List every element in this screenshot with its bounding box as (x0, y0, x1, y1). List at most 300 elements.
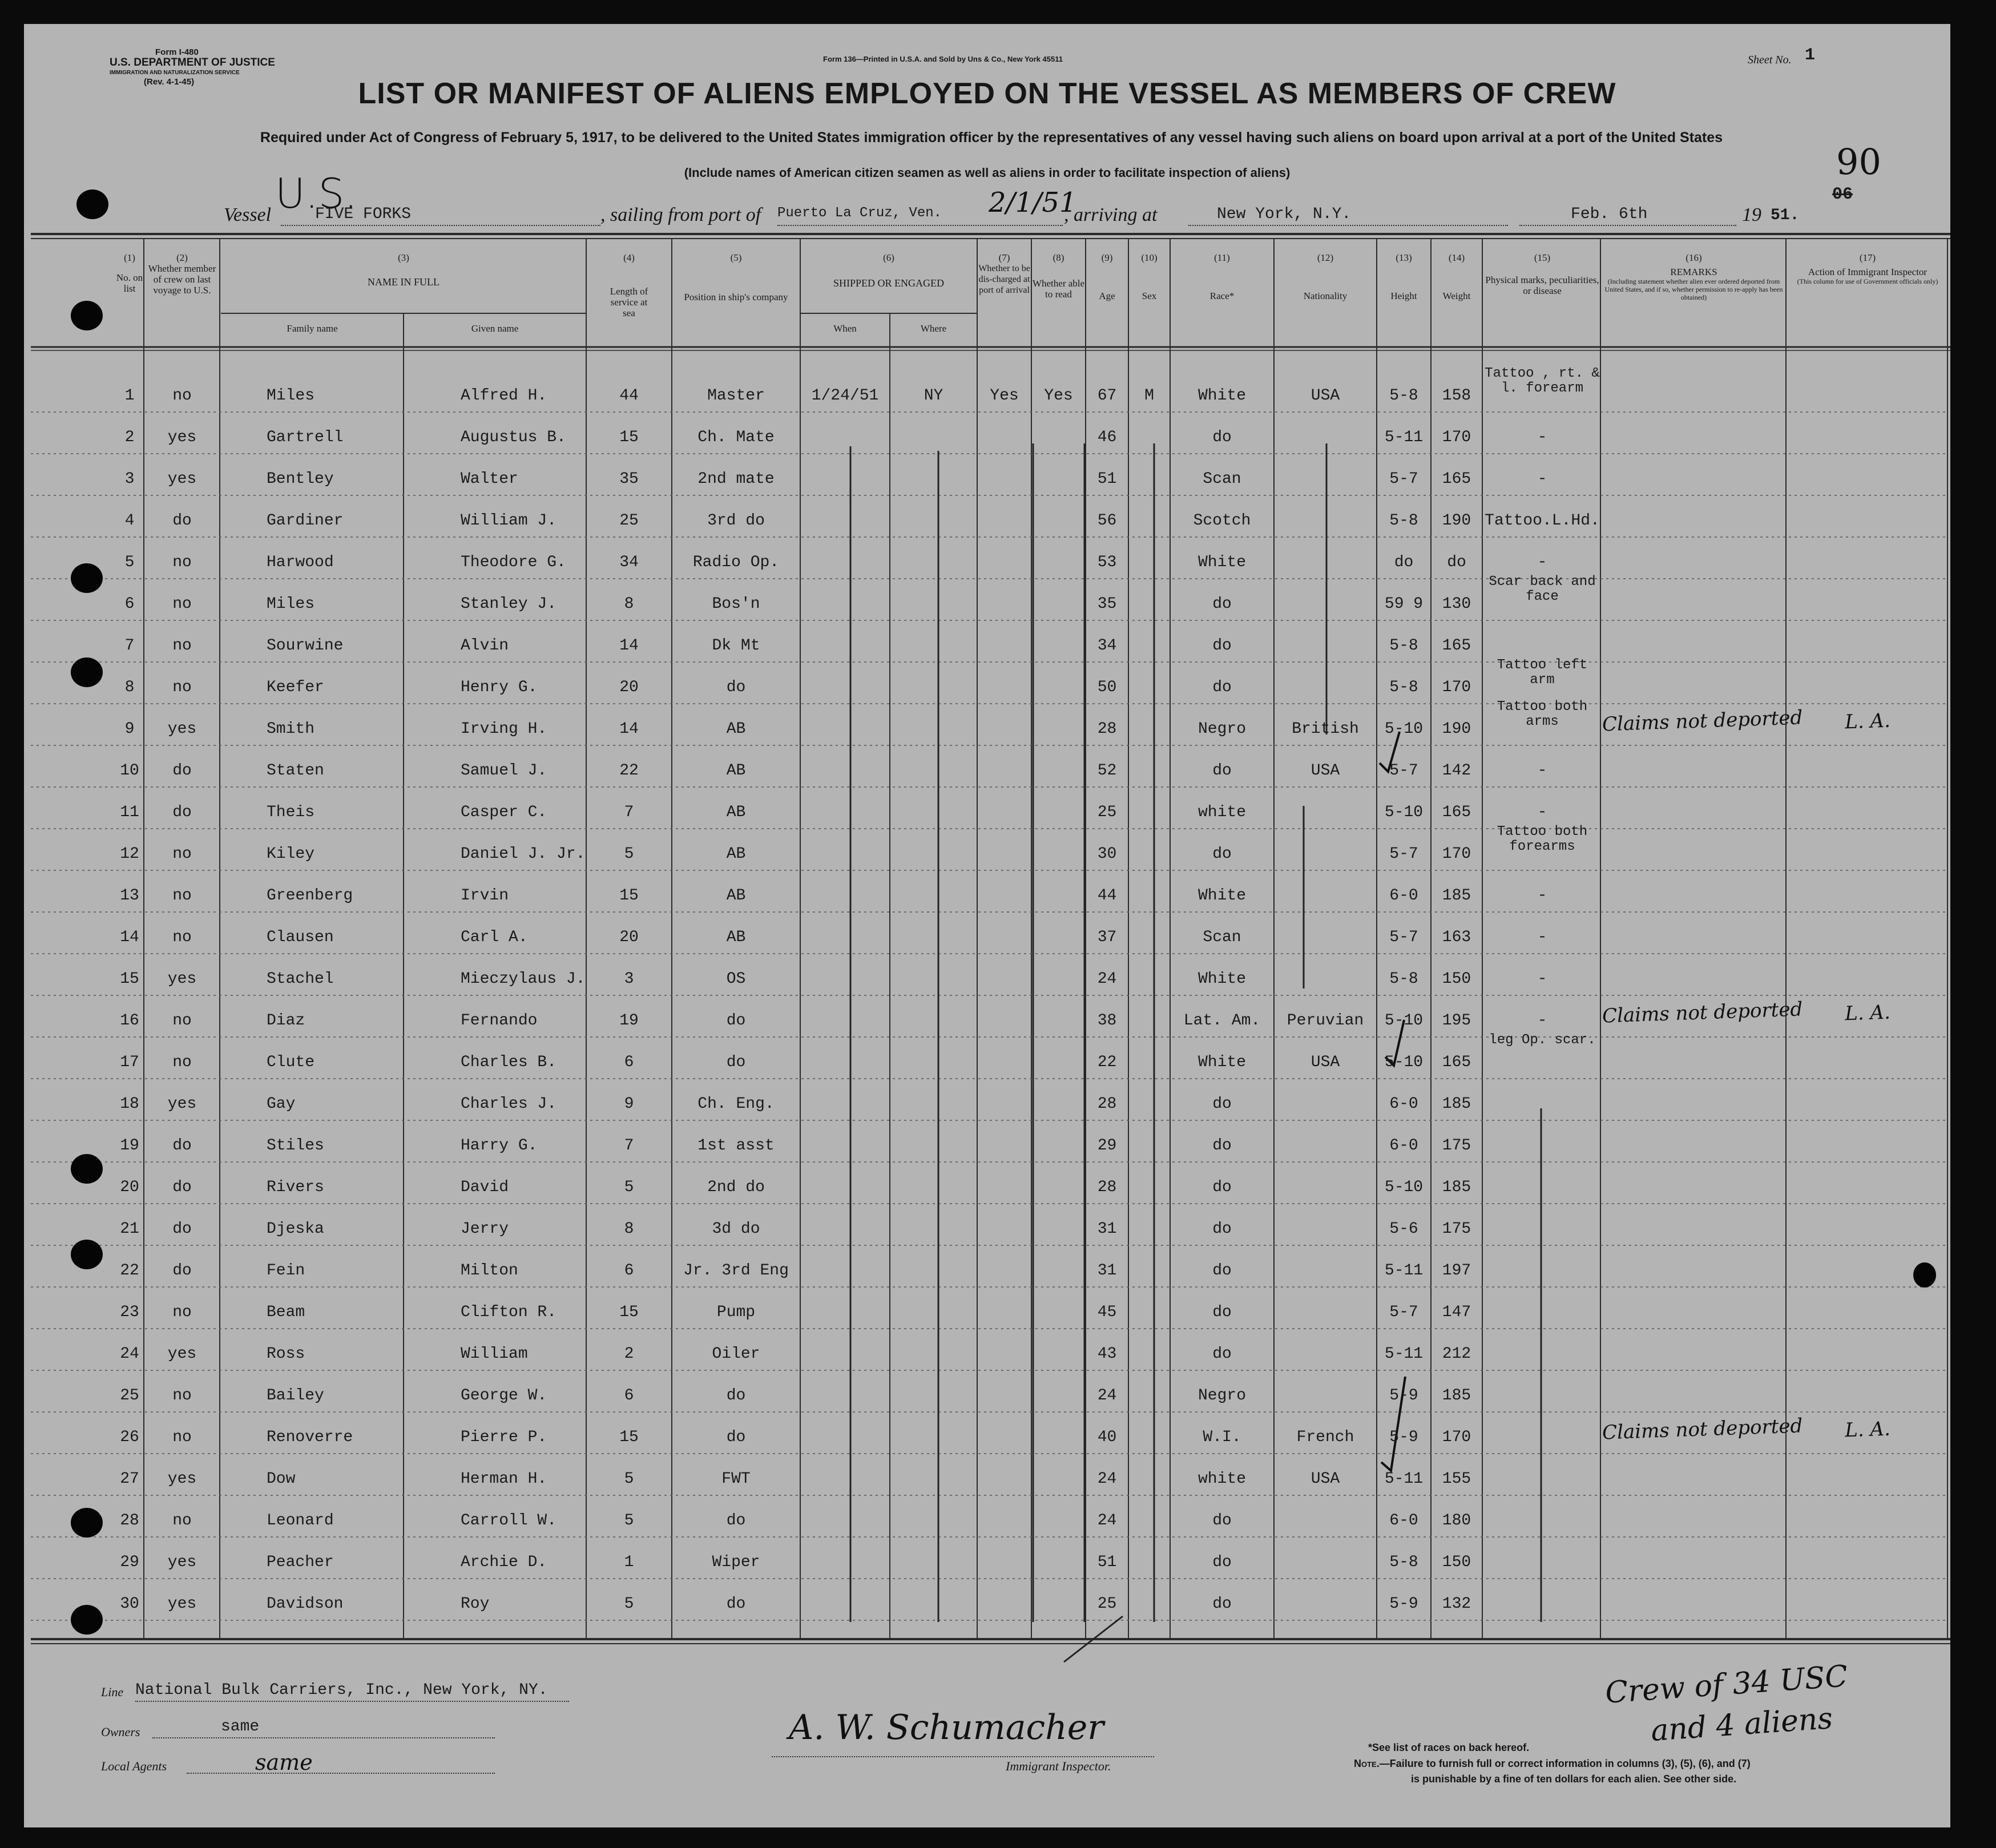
position: do (726, 679, 746, 696)
family-name: Bailey (267, 1387, 324, 1405)
family-name: Ross (267, 1345, 305, 1363)
height: 5-9 (1389, 1595, 1418, 1613)
physical-marks: - (1537, 429, 1547, 446)
row-number: 15 (120, 970, 139, 988)
weight: 165 (1442, 470, 1471, 488)
race: do (1212, 762, 1232, 780)
inspector-signature: A. W. Schumacher (789, 1708, 1104, 1748)
height: 5-11 (1384, 1345, 1424, 1363)
physical-marks: Tattoo both arms (1497, 699, 1588, 729)
height: 5-9 (1389, 1429, 1418, 1446)
prev-voyage: yes (167, 970, 197, 988)
punch-hole (71, 1508, 103, 1538)
weight: 180 (1442, 1512, 1471, 1530)
col12-header: (12) Nationality (1303, 252, 1348, 301)
position: 2nd do (707, 1179, 765, 1196)
height: 5-10 (1384, 720, 1424, 738)
prev-voyage: no (172, 1512, 192, 1530)
nationality: British (1292, 720, 1359, 738)
physical-marks: Tattoo , rt. & l. forearm (1485, 366, 1600, 396)
race: do (1212, 1095, 1232, 1113)
position: Dk Mt (712, 637, 760, 655)
race: Negro (1197, 1387, 1246, 1405)
row-number: 2 (124, 429, 135, 446)
sheet-number: 1 (1805, 46, 1816, 65)
age: 34 (1097, 637, 1117, 655)
given-name: William J. (461, 512, 557, 530)
row-number: 28 (120, 1512, 139, 1530)
weight: 175 (1442, 1220, 1471, 1238)
arriving-port: New York, N.Y. (1217, 205, 1352, 223)
nationality: USA (1310, 387, 1340, 405)
prev-voyage: yes (167, 1470, 197, 1488)
age: 50 (1097, 679, 1117, 696)
given-name: Milton (461, 1262, 518, 1280)
given-name: George W. (461, 1387, 547, 1405)
service-length: 6 (624, 1262, 634, 1280)
family-name: Staten (267, 762, 324, 780)
sailing-label: , sailing from port of (600, 204, 761, 225)
owners-value-line (152, 1718, 495, 1738)
punch-hole (71, 1605, 103, 1635)
punch-hole (71, 657, 103, 687)
race: White (1197, 970, 1246, 988)
remarks: Claims not deported (1602, 706, 1803, 736)
service-length: 1 (624, 1554, 634, 1571)
remarks: Claims not deported (1602, 1414, 1803, 1444)
height: 5-8 (1389, 512, 1418, 530)
race: do (1212, 1512, 1232, 1530)
race: W.I. (1203, 1429, 1241, 1446)
row-number: 7 (124, 637, 135, 655)
race: Scan (1203, 929, 1241, 946)
physical-marks: - (1537, 970, 1547, 988)
prev-voyage: yes (167, 470, 197, 488)
col17-header: (17) Action of Immigrant Inspector (This column for use of Government officials only) (1797, 252, 1938, 285)
age: 24 (1097, 1512, 1117, 1530)
footnote-races: *See list of races on back hereof. (1368, 1742, 1530, 1753)
race: do (1212, 595, 1232, 613)
col8-header: (8) Whether able to read (1032, 252, 1085, 300)
prev-voyage: no (172, 387, 192, 405)
race: white (1197, 1470, 1246, 1488)
position: 1st asst (697, 1137, 775, 1155)
service-length: 14 (619, 720, 639, 738)
prev-voyage: do (172, 1137, 192, 1155)
given-name: Irvin (461, 887, 509, 905)
service-length: 5 (624, 1179, 634, 1196)
family-name: Sourwine (267, 637, 344, 655)
owners-value: same (221, 1718, 260, 1736)
age: 46 (1097, 429, 1117, 446)
weight: 190 (1442, 720, 1471, 738)
position: do (726, 1429, 746, 1446)
physical-marks: leg Op. scar. (1489, 1032, 1596, 1048)
family-name: Beam (267, 1304, 305, 1321)
col10-header: (10) Sex (1141, 252, 1158, 301)
weight: 175 (1442, 1137, 1471, 1155)
race: do (1212, 845, 1232, 863)
position: 3rd do (707, 512, 765, 530)
nationality: USA (1310, 762, 1340, 780)
col6-header: (6) SHIPPED OR ENGAGED (833, 252, 944, 289)
weight: 155 (1442, 1470, 1471, 1488)
prev-voyage: no (172, 887, 192, 905)
race: do (1212, 1137, 1232, 1155)
height: 5-8 (1389, 1554, 1418, 1571)
service-length: 34 (619, 554, 639, 571)
prev-voyage: do (172, 1179, 192, 1196)
manifest-sheet (24, 24, 1950, 1827)
physical-marks: Tattoo.L.Hd. (1485, 512, 1600, 530)
sheet-label: Sheet No. (1748, 54, 1792, 66)
given-name: Carl A. (461, 929, 528, 946)
service-length: 20 (619, 929, 639, 946)
col13-header: (13) Height (1390, 252, 1417, 301)
family-name: Djeska (267, 1220, 324, 1238)
weight: 163 (1442, 929, 1471, 946)
race: do (1212, 1345, 1232, 1363)
given-name: Mieczylaus J. (461, 970, 586, 988)
race: White (1197, 387, 1246, 405)
service-length: 6 (624, 1054, 634, 1071)
col11-header: (11) Race* (1209, 252, 1235, 301)
age: 40 (1097, 1429, 1117, 1446)
given-name: Pierre P. (461, 1429, 547, 1446)
service-length: 9 (624, 1095, 634, 1113)
family-name: Dow (267, 1470, 296, 1488)
line-value: National Bulk Carriers, Inc., New York, NY. (135, 1681, 548, 1699)
service-length: 6 (624, 1387, 634, 1405)
nationality: USA (1310, 1054, 1340, 1071)
nationality: French (1296, 1429, 1354, 1446)
nationality: Peruvian (1287, 1012, 1364, 1030)
weight: 158 (1442, 387, 1471, 405)
weight: 170 (1442, 845, 1471, 863)
age: 29 (1097, 1137, 1117, 1155)
family-name: Theis (267, 804, 315, 821)
age: 30 (1097, 845, 1117, 863)
row-number: 12 (120, 845, 139, 863)
height: 59 9 (1384, 595, 1424, 613)
col5-header: (5) Position in ship's company (684, 252, 788, 302)
col9-header: (9) Age (1099, 252, 1115, 301)
race: White (1197, 1054, 1246, 1071)
row-number: 17 (120, 1054, 139, 1071)
row-number: 11 (120, 804, 139, 821)
service-length: 8 (624, 595, 634, 613)
prev-voyage: do (172, 1262, 192, 1280)
given-name: David (461, 1179, 509, 1196)
able-to-read: Yes (1044, 387, 1073, 405)
height: 5-8 (1389, 970, 1418, 988)
row-number: 26 (120, 1429, 139, 1446)
position: AB (726, 845, 746, 863)
sailing-port: Puerto La Cruz, Ven. (777, 205, 942, 221)
weight: 150 (1442, 970, 1471, 988)
race: do (1212, 1262, 1232, 1280)
race: do (1212, 429, 1232, 446)
age: 67 (1097, 387, 1117, 405)
height: 5-7 (1389, 929, 1418, 946)
prev-voyage: yes (167, 1345, 197, 1363)
page-title: LIST OR MANIFEST OF ALIENS EMPLOYED ON THE VESSEL AS MEMBERS OF CREW (358, 77, 1616, 110)
subtitle: Required under Act of Congress of February 5, 1917, to be delivered to the United States immigration officer by the representatives of any vessel having such aliens on board upon arrival at a port of the United States (260, 130, 1723, 146)
age: 56 (1097, 512, 1117, 530)
given-name: Herman H. (461, 1470, 547, 1488)
prev-voyage: do (172, 1220, 192, 1238)
row-number: 29 (120, 1554, 139, 1571)
row-number: 20 (120, 1179, 139, 1196)
race: do (1212, 1554, 1232, 1571)
service-length: 15 (619, 429, 639, 446)
col6b-header: Where (920, 323, 947, 334)
family-name: Gay (267, 1095, 296, 1113)
weight: 185 (1442, 1387, 1471, 1405)
height: 5-6 (1389, 1220, 1418, 1238)
given-name: Archie D. (461, 1554, 547, 1571)
punch-hole (71, 301, 103, 330)
service-length: 14 (619, 637, 639, 655)
race: do (1212, 1179, 1232, 1196)
family-name: Harwood (267, 554, 334, 571)
row-number: 4 (124, 512, 135, 530)
race: do (1212, 1220, 1232, 1238)
age: 44 (1097, 887, 1117, 905)
remarks: Claims not deported (1602, 998, 1803, 1028)
height: 5-8 (1389, 679, 1418, 696)
footnote-fine: is punishable by a fine of ten dollars for each alien. See other side. (1411, 1773, 1737, 1785)
printer-note: Form 136—Printed in U.S.A. and Sold by Uns & Co., New York 45511 (823, 55, 1063, 63)
position: AB (726, 720, 746, 738)
physical-marks: - (1537, 470, 1547, 488)
height: 5-8 (1389, 387, 1418, 405)
weight: 165 (1442, 1054, 1471, 1071)
family-name: Miles (267, 595, 315, 613)
service-length: 5 (624, 845, 634, 863)
given-name: William (461, 1345, 528, 1363)
service-length: 44 (619, 387, 639, 405)
family-name: Stiles (267, 1137, 324, 1155)
position: do (726, 1054, 746, 1071)
handwritten-page-number: 90 (1836, 141, 1881, 183)
position: do (726, 1512, 746, 1530)
height: do (1394, 554, 1414, 571)
service-length: 5 (624, 1595, 634, 1613)
race: do (1212, 679, 1232, 696)
age: 45 (1097, 1304, 1117, 1321)
position: Pump (716, 1304, 756, 1321)
family-name: Diaz (267, 1012, 305, 1030)
agents-value: same (255, 1750, 313, 1775)
weight: 170 (1442, 679, 1471, 696)
height: 5-9 (1389, 1387, 1418, 1405)
arriving-label: , arriving at (1064, 204, 1158, 225)
prev-voyage: no (172, 1387, 192, 1405)
service-length: 19 (619, 1012, 639, 1030)
age: 24 (1097, 1470, 1117, 1488)
service: IMMIGRATION AND NATURALIZATION SERVICE (110, 70, 240, 76)
col1-header: (1) No. on list (116, 252, 143, 294)
age: 24 (1097, 1387, 1117, 1405)
punch-hole (76, 189, 108, 219)
prev-voyage: yes (167, 1095, 197, 1113)
footnote-note: Note.—Failure to furnish full or correct information in columns (3), (5), (6), and (7) (1354, 1758, 1751, 1769)
family-name: Rivers (267, 1179, 324, 1196)
row-number: 23 (120, 1304, 139, 1321)
given-name: Charles J. (461, 1095, 557, 1113)
height: 5-7 (1389, 470, 1418, 488)
inspector-action: L. A. (1844, 709, 1891, 734)
row-number: 1 (124, 387, 135, 405)
height: 5-7 (1389, 1304, 1418, 1321)
prev-voyage: do (172, 762, 192, 780)
col2-header: (2) Whether member of crew on last voyage to U.S. (148, 252, 216, 296)
prev-voyage: no (172, 637, 192, 655)
row-number: 6 (124, 595, 135, 613)
weight: 197 (1442, 1262, 1471, 1280)
age: 37 (1097, 929, 1117, 946)
col3-header: (3) NAME IN FULL (368, 252, 439, 288)
position: Bos'n (712, 595, 760, 613)
race: White (1197, 554, 1246, 571)
row-number: 30 (120, 1595, 139, 1613)
position: AB (726, 762, 746, 780)
revision: (Rev. 4-1-45) (144, 77, 195, 87)
inspector-action: L. A. (1844, 1417, 1891, 1442)
sailing-date-handwritten: 2/1/51 (989, 187, 1077, 219)
prev-voyage: no (172, 929, 192, 946)
age: 51 (1097, 1554, 1117, 1571)
height: 5-11 (1384, 429, 1424, 446)
physical-marks: Scar back and face (1489, 574, 1596, 604)
prev-voyage: no (172, 845, 192, 863)
age: 25 (1097, 1595, 1117, 1613)
family-name: Renoverre (267, 1429, 353, 1446)
subtitle-note: (Include names of American citizen seamen as well as aliens in order to facilitate inspection of aliens) (684, 166, 1291, 180)
row-number: 21 (120, 1220, 139, 1238)
prev-voyage: no (172, 595, 192, 613)
struck-page-number: 06 (1832, 185, 1853, 204)
prev-voyage: yes (167, 1595, 197, 1613)
weight: 185 (1442, 887, 1471, 905)
prev-voyage: yes (167, 720, 197, 738)
row-number: 3 (124, 470, 135, 488)
given-name: Irving H. (461, 720, 547, 738)
height: 5-11 (1384, 1470, 1424, 1488)
position: OS (726, 970, 746, 988)
prev-voyage: no (172, 1012, 192, 1030)
position: Wiper (712, 1554, 760, 1571)
family-name: Keefer (267, 679, 324, 696)
year-suffix: 51. (1771, 207, 1800, 224)
prev-voyage: do (172, 512, 192, 530)
given-name: Augustus B. (461, 429, 566, 446)
position: Jr. 3rd Eng (683, 1262, 789, 1280)
weight: 165 (1442, 637, 1471, 655)
given-name: Jerry (461, 1220, 509, 1238)
position: Oiler (712, 1345, 760, 1363)
prev-voyage: no (172, 1304, 192, 1321)
height: 5-10 (1384, 804, 1424, 821)
vessel-name: FIVE FORKS (315, 205, 412, 223)
physical-marks: - (1537, 1012, 1547, 1030)
position: AB (726, 804, 746, 821)
age: 52 (1097, 762, 1117, 780)
weight: do (1447, 554, 1466, 571)
family-name: Kiley (267, 845, 315, 863)
height: 5-10 (1384, 1012, 1424, 1030)
physical-marks: - (1537, 554, 1547, 571)
weight: 185 (1442, 1095, 1471, 1113)
service-length: 15 (619, 887, 639, 905)
physical-marks: - (1537, 887, 1547, 905)
col16-header: (16) REMARKS (Including statement whether alien ever ordered deported from United States, and if so, whether permission to re-apply has been obtained) (1604, 252, 1783, 301)
family-name: Peacher (267, 1554, 334, 1571)
given-name: Theodore G. (461, 554, 566, 571)
form-number: Form I-480 (155, 47, 199, 57)
position: Master (707, 387, 765, 405)
position: AB (726, 929, 746, 946)
height: 5-8 (1389, 637, 1418, 655)
weight: 170 (1442, 429, 1471, 446)
race: White (1197, 887, 1246, 905)
age: 38 (1097, 1012, 1117, 1030)
position: Ch. Eng. (697, 1095, 775, 1113)
agents-value-line (187, 1750, 495, 1774)
race: Lat. Am. (1183, 1012, 1261, 1030)
weight: 165 (1442, 804, 1471, 821)
year-prefix: 19 (1742, 204, 1761, 225)
age: 31 (1097, 1262, 1117, 1280)
col6a-header: When (833, 323, 857, 334)
height: 6-0 (1389, 1512, 1418, 1530)
prev-voyage: no (172, 679, 192, 696)
weight: 142 (1442, 762, 1471, 780)
service-length: 8 (624, 1220, 634, 1238)
given-name: Casper C. (461, 804, 547, 821)
given-name: Stanley J. (461, 595, 557, 613)
row-number: 27 (120, 1470, 139, 1488)
position: Ch. Mate (697, 429, 775, 446)
physical-marks: Tattoo left arm (1497, 657, 1588, 688)
height: 5-10 (1384, 1179, 1424, 1196)
height: 6-0 (1389, 1137, 1418, 1155)
department: U.S. DEPARTMENT OF JUSTICE (110, 57, 275, 68)
race: Scan (1203, 470, 1241, 488)
physical-marks: Tattoo both forearms (1497, 824, 1588, 854)
position: 3d do (712, 1220, 760, 1238)
col3a-header: Family name (287, 323, 338, 334)
family-name: Gardiner (267, 512, 344, 530)
position: FWT (721, 1470, 751, 1488)
race: white (1197, 804, 1246, 821)
prev-voyage: no (172, 1429, 192, 1446)
row-number: 24 (120, 1345, 139, 1363)
crew-note-2: and 4 aliens (1650, 1701, 1834, 1749)
position: do (726, 1595, 746, 1613)
family-name: Fein (267, 1262, 305, 1280)
family-name: Clausen (267, 929, 334, 946)
weight: 212 (1442, 1345, 1471, 1363)
position: AB (726, 887, 746, 905)
weight: 150 (1442, 1554, 1471, 1571)
col3b-header: Given name (471, 323, 519, 334)
position: do (726, 1012, 746, 1030)
row-number: 13 (120, 887, 139, 905)
row-number: 5 (124, 554, 135, 571)
arrival-date: Feb. 6th (1571, 205, 1648, 223)
